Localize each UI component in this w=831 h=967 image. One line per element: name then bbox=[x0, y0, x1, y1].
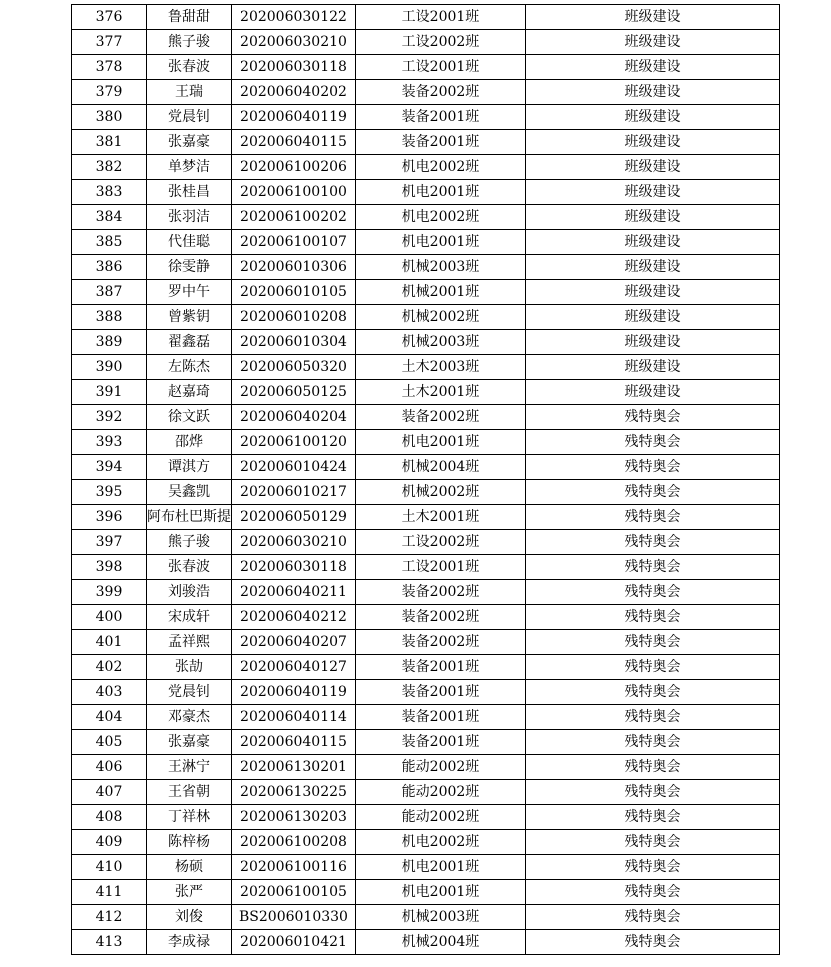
student-name-cell: 代佳聪 bbox=[147, 230, 232, 255]
table-row bbox=[72, 5, 780, 30]
student-id-cell: BS2006010330 bbox=[232, 905, 356, 930]
row-number-cell: 408 bbox=[72, 805, 147, 830]
table-row bbox=[72, 580, 780, 605]
student-name-cell: 阿布杜巴斯提 bbox=[147, 505, 232, 530]
table-row bbox=[72, 105, 780, 130]
class-name-cell: 机械2001班 bbox=[356, 280, 526, 305]
class-name-cell: 机电2001班 bbox=[356, 855, 526, 880]
student-id-cell: 202006010424 bbox=[232, 455, 356, 480]
student-id-cell: 202006010217 bbox=[232, 480, 356, 505]
row-number-cell: 386 bbox=[72, 255, 147, 280]
row-number-cell: 401 bbox=[72, 630, 147, 655]
table-row bbox=[72, 730, 780, 755]
activity-cell: 班级建设 bbox=[526, 80, 780, 105]
student-id-cell: 202006040127 bbox=[232, 655, 356, 680]
activity-cell: 残特奥会 bbox=[526, 805, 780, 830]
row-number-cell: 391 bbox=[72, 380, 147, 405]
table-row bbox=[72, 630, 780, 655]
row-number-cell: 390 bbox=[72, 355, 147, 380]
activity-cell: 残特奥会 bbox=[526, 580, 780, 605]
student-name-cell: 王省朝 bbox=[147, 780, 232, 805]
student-name-cell: 邓豪杰 bbox=[147, 705, 232, 730]
table-row bbox=[72, 830, 780, 855]
student-name-cell: 翟鑫磊 bbox=[147, 330, 232, 355]
activity-cell: 班级建设 bbox=[526, 230, 780, 255]
student-id-cell: 202006030118 bbox=[232, 555, 356, 580]
table-row bbox=[72, 880, 780, 905]
activity-cell: 残特奥会 bbox=[526, 730, 780, 755]
class-name-cell: 能动2002班 bbox=[356, 755, 526, 780]
row-number-cell: 385 bbox=[72, 230, 147, 255]
student-id-cell: 202006010208 bbox=[232, 305, 356, 330]
class-name-cell: 装备2002班 bbox=[356, 630, 526, 655]
row-number-cell: 379 bbox=[72, 80, 147, 105]
student-name-cell: 刘骏浩 bbox=[147, 580, 232, 605]
activity-cell: 班级建设 bbox=[526, 105, 780, 130]
student-id-cell: 202006010304 bbox=[232, 330, 356, 355]
table-row bbox=[72, 905, 780, 930]
activity-cell: 残特奥会 bbox=[526, 780, 780, 805]
table-row bbox=[72, 355, 780, 380]
student-name-cell: 徐文跃 bbox=[147, 405, 232, 430]
table-row bbox=[72, 480, 780, 505]
class-name-cell: 工设2001班 bbox=[356, 555, 526, 580]
activity-cell: 残特奥会 bbox=[526, 705, 780, 730]
student-id-cell: 202006100105 bbox=[232, 880, 356, 905]
class-name-cell: 土木2001班 bbox=[356, 505, 526, 530]
class-name-cell: 工设2002班 bbox=[356, 30, 526, 55]
table-row bbox=[72, 555, 780, 580]
student-id-cell: 202006040202 bbox=[232, 80, 356, 105]
student-name-cell: 左陈杰 bbox=[147, 355, 232, 380]
student-id-cell: 202006040115 bbox=[232, 730, 356, 755]
table-row bbox=[72, 405, 780, 430]
activity-cell: 残特奥会 bbox=[526, 505, 780, 530]
row-number-cell: 407 bbox=[72, 780, 147, 805]
student-name-cell: 赵嘉琦 bbox=[147, 380, 232, 405]
student-name-cell: 王瑞 bbox=[147, 80, 232, 105]
table-row bbox=[72, 30, 780, 55]
student-id-cell: 202006050129 bbox=[232, 505, 356, 530]
row-number-cell: 404 bbox=[72, 705, 147, 730]
row-number-cell: 409 bbox=[72, 830, 147, 855]
student-id-cell: 202006040211 bbox=[232, 580, 356, 605]
class-name-cell: 装备2001班 bbox=[356, 105, 526, 130]
class-name-cell: 装备2002班 bbox=[356, 580, 526, 605]
class-name-cell: 机械2003班 bbox=[356, 330, 526, 355]
student-name-cell: 曾紫钥 bbox=[147, 305, 232, 330]
class-name-cell: 机械2003班 bbox=[356, 905, 526, 930]
row-number-cell: 411 bbox=[72, 880, 147, 905]
activity-cell: 残特奥会 bbox=[526, 680, 780, 705]
student-id-cell: 202006040204 bbox=[232, 405, 356, 430]
table-row bbox=[72, 530, 780, 555]
row-number-cell: 398 bbox=[72, 555, 147, 580]
row-number-cell: 383 bbox=[72, 180, 147, 205]
student-name-cell: 李成禄 bbox=[147, 930, 232, 955]
student-id-cell: 202006130225 bbox=[232, 780, 356, 805]
student-id-cell: 202006050125 bbox=[232, 380, 356, 405]
activity-cell: 残特奥会 bbox=[526, 755, 780, 780]
table-row bbox=[72, 130, 780, 155]
student-id-cell: 202006130201 bbox=[232, 755, 356, 780]
table-row bbox=[72, 705, 780, 730]
row-number-cell: 402 bbox=[72, 655, 147, 680]
table-row bbox=[72, 255, 780, 280]
student-id-cell: 202006100202 bbox=[232, 205, 356, 230]
student-name-cell: 杨硕 bbox=[147, 855, 232, 880]
table-row bbox=[72, 305, 780, 330]
row-number-cell: 406 bbox=[72, 755, 147, 780]
student-name-cell: 王淋宁 bbox=[147, 755, 232, 780]
class-name-cell: 机械2003班 bbox=[356, 255, 526, 280]
student-id-cell: 202006040114 bbox=[232, 705, 356, 730]
student-name-cell: 陈梓杨 bbox=[147, 830, 232, 855]
student-id-cell: 202006040212 bbox=[232, 605, 356, 630]
activity-cell: 残特奥会 bbox=[526, 530, 780, 555]
activity-cell: 班级建设 bbox=[526, 280, 780, 305]
class-name-cell: 机电2002班 bbox=[356, 155, 526, 180]
student-id-cell: 202006040119 bbox=[232, 680, 356, 705]
activity-cell: 残特奥会 bbox=[526, 405, 780, 430]
class-name-cell: 装备2002班 bbox=[356, 80, 526, 105]
student-name-cell: 熊子骏 bbox=[147, 30, 232, 55]
table-row bbox=[72, 430, 780, 455]
row-number-cell: 412 bbox=[72, 905, 147, 930]
table-row bbox=[72, 230, 780, 255]
student-name-cell: 张桂昌 bbox=[147, 180, 232, 205]
student-name-cell: 张春波 bbox=[147, 555, 232, 580]
row-number-cell: 382 bbox=[72, 155, 147, 180]
class-name-cell: 装备2001班 bbox=[356, 655, 526, 680]
student-name-cell: 孟祥熙 bbox=[147, 630, 232, 655]
activity-cell: 班级建设 bbox=[526, 355, 780, 380]
student-name-cell: 邵烨 bbox=[147, 430, 232, 455]
student-id-cell: 202006100120 bbox=[232, 430, 356, 455]
class-name-cell: 机电2001班 bbox=[356, 880, 526, 905]
student-name-cell: 单梦洁 bbox=[147, 155, 232, 180]
activity-cell: 残特奥会 bbox=[526, 905, 780, 930]
class-name-cell: 装备2001班 bbox=[356, 730, 526, 755]
class-name-cell: 机电2001班 bbox=[356, 180, 526, 205]
student-name-cell: 吴鑫凯 bbox=[147, 480, 232, 505]
class-name-cell: 装备2001班 bbox=[356, 130, 526, 155]
student-name-cell: 张春波 bbox=[147, 55, 232, 80]
table-row bbox=[72, 180, 780, 205]
activity-cell: 残特奥会 bbox=[526, 830, 780, 855]
table-row bbox=[72, 505, 780, 530]
student-id-cell: 202006100208 bbox=[232, 830, 356, 855]
row-number-cell: 389 bbox=[72, 330, 147, 355]
class-name-cell: 能动2002班 bbox=[356, 805, 526, 830]
student-id-cell: 202006040207 bbox=[232, 630, 356, 655]
activity-cell: 班级建设 bbox=[526, 255, 780, 280]
activity-cell: 残特奥会 bbox=[526, 880, 780, 905]
class-name-cell: 机械2004班 bbox=[356, 455, 526, 480]
student-id-cell: 202006010105 bbox=[232, 280, 356, 305]
student-name-cell: 刘俊 bbox=[147, 905, 232, 930]
class-name-cell: 土木2003班 bbox=[356, 355, 526, 380]
row-number-cell: 378 bbox=[72, 55, 147, 80]
row-number-cell: 400 bbox=[72, 605, 147, 630]
student-id-cell: 202006100107 bbox=[232, 230, 356, 255]
row-number-cell: 396 bbox=[72, 505, 147, 530]
student-id-cell: 202006130203 bbox=[232, 805, 356, 830]
student-name-cell: 宋成轩 bbox=[147, 605, 232, 630]
class-name-cell: 能动2002班 bbox=[356, 780, 526, 805]
class-name-cell: 工设2002班 bbox=[356, 530, 526, 555]
row-number-cell: 394 bbox=[72, 455, 147, 480]
table-row bbox=[72, 680, 780, 705]
row-number-cell: 387 bbox=[72, 280, 147, 305]
student-name-cell: 鲁甜甜 bbox=[147, 5, 232, 30]
student-id-cell: 202006100116 bbox=[232, 855, 356, 880]
row-number-cell: 413 bbox=[72, 930, 147, 955]
table-row bbox=[72, 930, 780, 955]
row-number-cell: 376 bbox=[72, 5, 147, 30]
class-name-cell: 机电2001班 bbox=[356, 230, 526, 255]
student-name-cell: 张严 bbox=[147, 880, 232, 905]
class-name-cell: 装备2002班 bbox=[356, 405, 526, 430]
activity-cell: 残特奥会 bbox=[526, 430, 780, 455]
student-name-cell: 谭淇方 bbox=[147, 455, 232, 480]
class-name-cell: 机电2001班 bbox=[356, 430, 526, 455]
student-id-cell: 202006040115 bbox=[232, 130, 356, 155]
student-name-cell: 罗中午 bbox=[147, 280, 232, 305]
student-id-cell: 202006030210 bbox=[232, 30, 356, 55]
row-number-cell: 397 bbox=[72, 530, 147, 555]
activity-cell: 班级建设 bbox=[526, 180, 780, 205]
row-number-cell: 393 bbox=[72, 430, 147, 455]
class-name-cell: 工设2001班 bbox=[356, 5, 526, 30]
activity-cell: 班级建设 bbox=[526, 130, 780, 155]
class-name-cell: 机械2002班 bbox=[356, 480, 526, 505]
table-row bbox=[72, 205, 780, 230]
class-name-cell: 装备2002班 bbox=[356, 605, 526, 630]
student-name-cell: 丁祥林 bbox=[147, 805, 232, 830]
table-row bbox=[72, 330, 780, 355]
table-row bbox=[72, 455, 780, 480]
class-name-cell: 装备2001班 bbox=[356, 680, 526, 705]
row-number-cell: 380 bbox=[72, 105, 147, 130]
table-row bbox=[72, 655, 780, 680]
student-name-cell: 党晨钊 bbox=[147, 680, 232, 705]
activity-cell: 班级建设 bbox=[526, 205, 780, 230]
student-id-cell: 202006010421 bbox=[232, 930, 356, 955]
roster-table bbox=[71, 4, 780, 955]
student-id-cell: 202006030210 bbox=[232, 530, 356, 555]
student-name-cell: 徐雯静 bbox=[147, 255, 232, 280]
class-name-cell: 装备2001班 bbox=[356, 705, 526, 730]
class-name-cell: 机电2002班 bbox=[356, 830, 526, 855]
activity-cell: 班级建设 bbox=[526, 55, 780, 80]
roster-body bbox=[72, 5, 780, 955]
row-number-cell: 388 bbox=[72, 305, 147, 330]
table-row bbox=[72, 380, 780, 405]
activity-cell: 班级建设 bbox=[526, 155, 780, 180]
table-row bbox=[72, 755, 780, 780]
class-name-cell: 机械2004班 bbox=[356, 930, 526, 955]
table-row bbox=[72, 155, 780, 180]
table-row bbox=[72, 780, 780, 805]
table-row bbox=[72, 55, 780, 80]
table-row bbox=[72, 605, 780, 630]
student-id-cell: 202006040119 bbox=[232, 105, 356, 130]
activity-cell: 班级建设 bbox=[526, 380, 780, 405]
student-id-cell: 202006030122 bbox=[232, 5, 356, 30]
row-number-cell: 410 bbox=[72, 855, 147, 880]
activity-cell: 残特奥会 bbox=[526, 480, 780, 505]
table-row bbox=[72, 805, 780, 830]
student-name-cell: 张劼 bbox=[147, 655, 232, 680]
activity-cell: 残特奥会 bbox=[526, 455, 780, 480]
row-number-cell: 403 bbox=[72, 680, 147, 705]
activity-cell: 残特奥会 bbox=[526, 630, 780, 655]
table-row bbox=[72, 855, 780, 880]
student-id-cell: 202006050320 bbox=[232, 355, 356, 380]
activity-cell: 残特奥会 bbox=[526, 655, 780, 680]
activity-cell: 残特奥会 bbox=[526, 930, 780, 955]
student-name-cell: 党晨钊 bbox=[147, 105, 232, 130]
activity-cell: 班级建设 bbox=[526, 5, 780, 30]
student-name-cell: 张嘉豪 bbox=[147, 730, 232, 755]
student-id-cell: 202006100100 bbox=[232, 180, 356, 205]
activity-cell: 班级建设 bbox=[526, 305, 780, 330]
student-id-cell: 202006030118 bbox=[232, 55, 356, 80]
student-name-cell: 熊子骏 bbox=[147, 530, 232, 555]
activity-cell: 残特奥会 bbox=[526, 605, 780, 630]
student-name-cell: 张羽洁 bbox=[147, 205, 232, 230]
class-name-cell: 机电2002班 bbox=[356, 205, 526, 230]
activity-cell: 残特奥会 bbox=[526, 855, 780, 880]
student-name-cell: 张嘉豪 bbox=[147, 130, 232, 155]
activity-cell: 班级建设 bbox=[526, 330, 780, 355]
table-row bbox=[72, 280, 780, 305]
row-number-cell: 384 bbox=[72, 205, 147, 230]
row-number-cell: 377 bbox=[72, 30, 147, 55]
class-name-cell: 土木2001班 bbox=[356, 380, 526, 405]
student-id-cell: 202006010306 bbox=[232, 255, 356, 280]
class-name-cell: 工设2001班 bbox=[356, 55, 526, 80]
row-number-cell: 381 bbox=[72, 130, 147, 155]
row-number-cell: 395 bbox=[72, 480, 147, 505]
row-number-cell: 405 bbox=[72, 730, 147, 755]
table-row bbox=[72, 80, 780, 105]
activity-cell: 残特奥会 bbox=[526, 555, 780, 580]
class-name-cell: 机械2002班 bbox=[356, 305, 526, 330]
row-number-cell: 399 bbox=[72, 580, 147, 605]
row-number-cell: 392 bbox=[72, 405, 147, 430]
student-id-cell: 202006100206 bbox=[232, 155, 356, 180]
activity-cell: 班级建设 bbox=[526, 30, 780, 55]
